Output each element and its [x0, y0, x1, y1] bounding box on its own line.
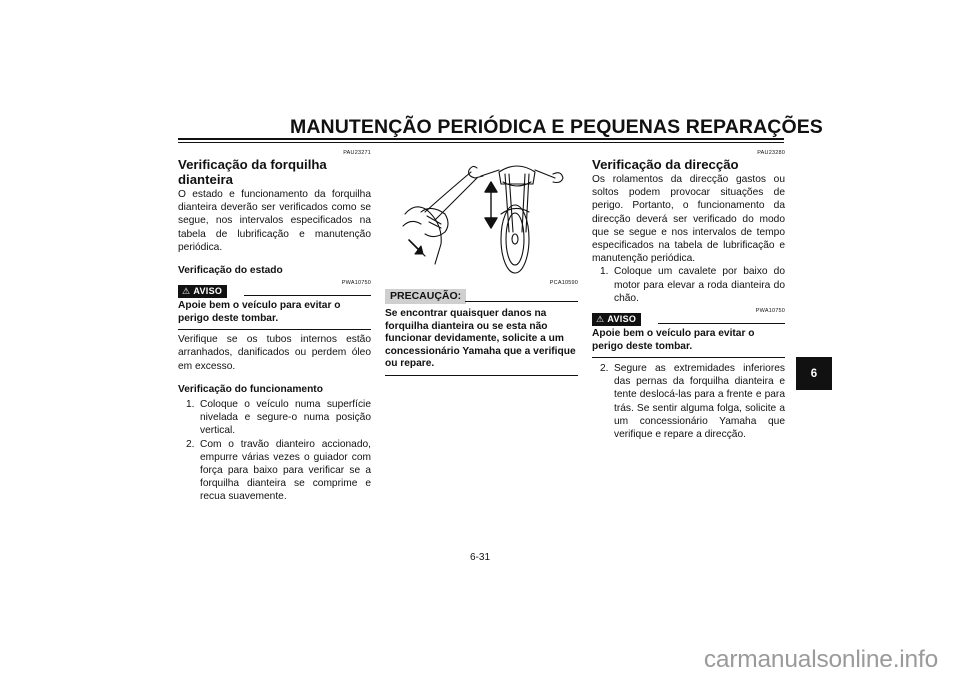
steering-step-1 [592, 265, 785, 305]
warning-triangle-icon: ⚠ [182, 286, 191, 297]
caution-rule [385, 375, 578, 376]
caution-box [385, 280, 578, 376]
header-rule-thin [178, 142, 784, 143]
subheading-operation: Verificação do funcionamento [178, 383, 323, 395]
list-item: 1. Coloque o veículo numa superfície nivelada e segure-o numa posição vertical. [186, 399, 371, 437]
steering-step-2 [592, 362, 785, 441]
subheading-condition: Verificação do estado [178, 265, 283, 277]
warning-triangle-icon: ⚠ [596, 314, 605, 325]
caution-code: PCA10590 [549, 280, 578, 286]
motorcycle-fork-illustration [385, 154, 578, 280]
page-header-title: MANUTENÇÃO PERIÓDICA E PEQUENAS REPARAÇÕES [290, 116, 823, 138]
operation-steps [178, 398, 371, 504]
column-steering [592, 150, 785, 441]
warning-box [178, 280, 371, 330]
warning-code: PWA10750 [755, 308, 785, 315]
section-title-front-fork: Verificação da forquilha dianteira [178, 157, 327, 187]
intro-paragraph: O estado e funcionamento da forquilha dianteira deverão ser verificados como se segue, nos intervalos especificados na tabela de lubrificação e manutenção periódica. [178, 189, 371, 253]
caution-badge: PRECAUÇÃO: [385, 289, 466, 304]
reference-code: PAU23271 [343, 150, 371, 156]
warning-code: PWA10750 [341, 280, 371, 287]
section-title-steering: Verificação da direcção [592, 157, 739, 172]
list-item: 2. Segure as extremidades inferiores das pernas da forquilha dianteira e tente deslocá-las para a frente e para trás. Se sentir alguma folga, solicite a um concessionário Yamaha que verifique e repare a direcção. [600, 363, 785, 441]
warning-text: Apoie bem o veículo para evitar o perigo deste tombar. [592, 328, 755, 352]
warning-badge: ⚠ AVISO [592, 313, 641, 326]
list-item: 2. Com o travão dianteiro accionado, empurre várias vezes o guiador com força para baixo para verificar se a forquilha dianteira se comprime e recua suavemente. [186, 438, 371, 503]
column-front-fork [178, 150, 371, 504]
chapter-tab[interactable]: 6 [796, 357, 832, 390]
warning-text: Apoie bem o veículo para evitar o perigo deste tombar. [178, 300, 341, 324]
caution-text: Se encontrar quaisquer danos na forquilha dianteira ou se esta não funcionar devidamente, solicite a um concessionário Yamaha que a verifique ou repare. [385, 308, 576, 369]
warning-badge: ⚠ AVISO [178, 285, 227, 298]
steering-intro-paragraph: Os rolamentos da direcção gastos ou soltos podem provocar situações de perigo. Portanto, o funcionamento da direcção deverá ser verificado do modo que se segue e nos intervalos de tempo especificados na tabela de lubrificação e manutenção periódica. [592, 174, 785, 265]
warning-rule [592, 357, 785, 358]
list-item: 1. Coloque um cavalete por baixo do motor para elevar a roda dianteira do chão. [600, 266, 785, 304]
warning-box [592, 308, 785, 358]
reference-code: PAU23280 [757, 150, 785, 156]
column-illustration-caution [385, 150, 578, 376]
watermark: carmanualsonline.info [703, 646, 938, 673]
page-number: 6-31 [469, 552, 490, 563]
warning-rule [178, 329, 371, 330]
header-rule [178, 138, 784, 140]
condition-check-text: Verifique se os tubos internos estão arranhados, danificados ou perdem óleo em excesso. [178, 334, 371, 372]
